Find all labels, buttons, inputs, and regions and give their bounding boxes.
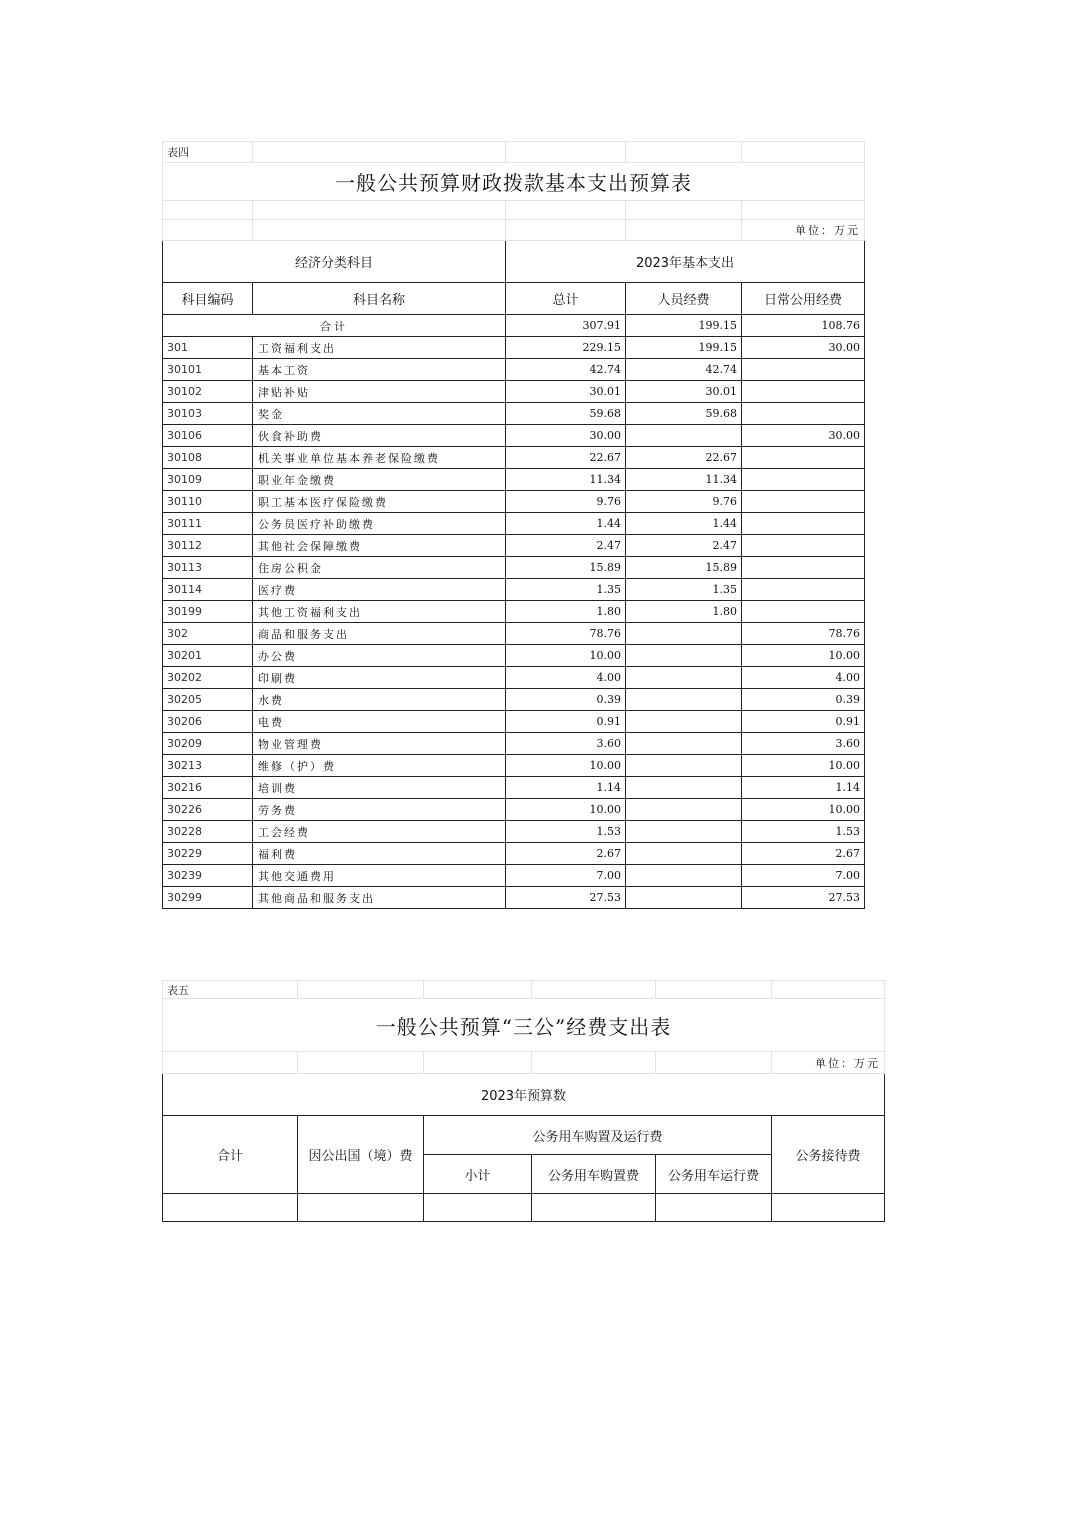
- value-row: [163, 1194, 885, 1222]
- personnel-value: 1.44: [626, 513, 742, 535]
- value-car-purchase: [532, 1194, 656, 1222]
- subject-code: 30113: [163, 557, 253, 579]
- personnel-value: 199.15: [626, 337, 742, 359]
- personnel-value: 11.34: [626, 469, 742, 491]
- subject-code: 30114: [163, 579, 253, 601]
- personnel-value: [626, 821, 742, 843]
- table-row: [163, 535, 865, 557]
- table-row: [163, 865, 865, 887]
- header-abroad: 因公出国（境）费: [298, 1116, 424, 1194]
- public-value: [742, 469, 865, 491]
- subject-name: 住房公积金: [253, 557, 506, 579]
- total-value: 10.00: [506, 645, 626, 667]
- header-subject-code: 科目编码: [163, 283, 253, 315]
- total-value: 42.74: [506, 359, 626, 381]
- value-subtotal: [424, 1194, 532, 1222]
- header-subtotal: 小计: [424, 1155, 532, 1194]
- header-subject-name: 科目名称: [253, 283, 506, 315]
- personnel-value: 15.89: [626, 557, 742, 579]
- subject-name: 其他工资福利支出: [253, 601, 506, 623]
- total-value: 30.01: [506, 381, 626, 403]
- table-row: [163, 645, 865, 667]
- public-value: 0.39: [742, 689, 865, 711]
- subject-name: 伙食补助费: [253, 425, 506, 447]
- basic-expenditure-budget-table: [162, 141, 865, 909]
- total-value: 1.35: [506, 579, 626, 601]
- table-row: [163, 579, 865, 601]
- subject-code: 30229: [163, 843, 253, 865]
- value-total: [163, 1194, 298, 1222]
- subject-name: 办公费: [253, 645, 506, 667]
- total-value: 22.67: [506, 447, 626, 469]
- personnel-value: [626, 777, 742, 799]
- table-row: [163, 887, 865, 909]
- subject-code: 30109: [163, 469, 253, 491]
- table-row: [163, 601, 865, 623]
- public-value: 78.76: [742, 623, 865, 645]
- subject-name: 奖金: [253, 403, 506, 425]
- subject-name: 公务员医疗补助缴费: [253, 513, 506, 535]
- public-value: 7.00: [742, 865, 865, 887]
- total-public: 108.76: [742, 315, 865, 337]
- total-value: 30.00: [506, 425, 626, 447]
- header-car-purchase: 公务用车购置费: [532, 1155, 656, 1194]
- header-car-operation: 公务用车运行费: [656, 1155, 772, 1194]
- subject-name: 印刷费: [253, 667, 506, 689]
- total-value: 1.14: [506, 777, 626, 799]
- table-row: [163, 447, 865, 469]
- table-row: [163, 359, 865, 381]
- public-value: 4.00: [742, 667, 865, 689]
- table-row: [163, 755, 865, 777]
- public-value: 10.00: [742, 799, 865, 821]
- subject-name: 职业年金缴费: [253, 469, 506, 491]
- header-total: 总计: [506, 283, 626, 315]
- subject-code: 30239: [163, 865, 253, 887]
- personnel-value: [626, 733, 742, 755]
- value-reception: [772, 1194, 885, 1222]
- table-row: [163, 491, 865, 513]
- subject-code: 30299: [163, 887, 253, 909]
- public-value: 10.00: [742, 755, 865, 777]
- unit-label: 单位：万元: [742, 220, 865, 241]
- personnel-value: 1.35: [626, 579, 742, 601]
- total-value: 3.60: [506, 733, 626, 755]
- value-car-operation: [656, 1194, 772, 1222]
- subject-name: 水费: [253, 689, 506, 711]
- header-basic-expenditure-year: 2023年基本支出: [506, 241, 865, 283]
- table-row: [163, 799, 865, 821]
- subject-code: 30102: [163, 381, 253, 403]
- personnel-value: [626, 425, 742, 447]
- personnel-value: [626, 887, 742, 909]
- personnel-value: [626, 843, 742, 865]
- public-value: 1.14: [742, 777, 865, 799]
- header-reception: 公务接待费: [772, 1116, 885, 1194]
- total-value: 1.44: [506, 513, 626, 535]
- total-value: 59.68: [506, 403, 626, 425]
- table-row: [163, 711, 865, 733]
- public-value: [742, 535, 865, 557]
- total-value: 1.53: [506, 821, 626, 843]
- total-value: 15.89: [506, 557, 626, 579]
- subject-code: 30101: [163, 359, 253, 381]
- personnel-value: 9.76: [626, 491, 742, 513]
- subject-name: 商品和服务支出: [253, 623, 506, 645]
- subject-code: 30201: [163, 645, 253, 667]
- public-value: [742, 359, 865, 381]
- total-value: 4.00: [506, 667, 626, 689]
- header-economic-classification: 经济分类科目: [163, 241, 506, 283]
- subject-code: 30205: [163, 689, 253, 711]
- subject-code: 30106: [163, 425, 253, 447]
- subject-name: 其他商品和服务支出: [253, 887, 506, 909]
- total-value: 11.34: [506, 469, 626, 491]
- total-personnel: 199.15: [626, 315, 742, 337]
- subject-name: 其他社会保障缴费: [253, 535, 506, 557]
- table-row: [163, 403, 865, 425]
- subject-name: 工会经费: [253, 821, 506, 843]
- table-label: 表五: [163, 981, 298, 999]
- value-abroad: [298, 1194, 424, 1222]
- total-row: [163, 315, 865, 337]
- table-row: [163, 337, 865, 359]
- personnel-value: [626, 667, 742, 689]
- subject-code: 301: [163, 337, 253, 359]
- table-row: [163, 733, 865, 755]
- total-value: 7.00: [506, 865, 626, 887]
- subject-name: 医疗费: [253, 579, 506, 601]
- subject-name: 工资福利支出: [253, 337, 506, 359]
- total-value: 10.00: [506, 799, 626, 821]
- personnel-value: 2.47: [626, 535, 742, 557]
- personnel-value: 42.74: [626, 359, 742, 381]
- total-value: 78.76: [506, 623, 626, 645]
- public-value: 0.91: [742, 711, 865, 733]
- subject-code: 30213: [163, 755, 253, 777]
- table-row: [163, 381, 865, 403]
- subject-code: 30199: [163, 601, 253, 623]
- personnel-value: 59.68: [626, 403, 742, 425]
- header-car-group: 公务用车购置及运行费: [424, 1116, 772, 1155]
- subject-name: 津贴补贴: [253, 381, 506, 403]
- table-row: [163, 667, 865, 689]
- total-value: 9.76: [506, 491, 626, 513]
- subject-name: 培训费: [253, 777, 506, 799]
- subject-name: 电费: [253, 711, 506, 733]
- public-value: 1.53: [742, 821, 865, 843]
- personnel-value: [626, 645, 742, 667]
- public-value: 27.53: [742, 887, 865, 909]
- three-public-expenses-table: [162, 980, 885, 1222]
- subject-code: 30206: [163, 711, 253, 733]
- table-label: 表四: [163, 142, 253, 163]
- table-title: 一般公共预算财政拨款基本支出预算表: [163, 163, 865, 201]
- personnel-value: 30.01: [626, 381, 742, 403]
- header-year-budget: 2023年预算数: [163, 1074, 885, 1116]
- personnel-value: [626, 689, 742, 711]
- personnel-value: 1.80: [626, 601, 742, 623]
- public-value: 2.67: [742, 843, 865, 865]
- table-row: [163, 513, 865, 535]
- header-personnel: 人员经费: [626, 283, 742, 315]
- personnel-value: [626, 865, 742, 887]
- public-value: [742, 403, 865, 425]
- subject-code: 30202: [163, 667, 253, 689]
- subject-code: 30108: [163, 447, 253, 469]
- table-row: [163, 689, 865, 711]
- table-row: [163, 557, 865, 579]
- unit-label: 单位：万元: [772, 1052, 885, 1074]
- public-value: [742, 447, 865, 469]
- public-value: 30.00: [742, 337, 865, 359]
- table-row: [163, 821, 865, 843]
- total-label: 合计: [163, 315, 506, 337]
- subject-name: 职工基本医疗保险缴费: [253, 491, 506, 513]
- subject-code: 30209: [163, 733, 253, 755]
- subject-name: 基本工资: [253, 359, 506, 381]
- total-value: 0.39: [506, 689, 626, 711]
- public-value: 30.00: [742, 425, 865, 447]
- table-row: [163, 469, 865, 491]
- table-title: 一般公共预算“三公”经费支出表: [163, 999, 885, 1052]
- total-value: 307.91: [506, 315, 626, 337]
- total-value: 10.00: [506, 755, 626, 777]
- total-value: 1.80: [506, 601, 626, 623]
- total-value: 2.47: [506, 535, 626, 557]
- public-value: 10.00: [742, 645, 865, 667]
- subject-code: 30110: [163, 491, 253, 513]
- subject-name: 物业管理费: [253, 733, 506, 755]
- subject-code: 302: [163, 623, 253, 645]
- subject-code: 30226: [163, 799, 253, 821]
- subject-code: 30216: [163, 777, 253, 799]
- personnel-value: 22.67: [626, 447, 742, 469]
- table-row: [163, 425, 865, 447]
- subject-name: 福利费: [253, 843, 506, 865]
- personnel-value: [626, 711, 742, 733]
- public-value: [742, 557, 865, 579]
- subject-code: 30103: [163, 403, 253, 425]
- subject-name: 其他交通费用: [253, 865, 506, 887]
- table-row: [163, 777, 865, 799]
- header-total: 合计: [163, 1116, 298, 1194]
- subject-name: 维修（护）费: [253, 755, 506, 777]
- public-value: [742, 513, 865, 535]
- subject-code: 30228: [163, 821, 253, 843]
- public-value: [742, 491, 865, 513]
- public-value: [742, 381, 865, 403]
- subject-name: 机关事业单位基本养老保险缴费: [253, 447, 506, 469]
- subject-code: 30111: [163, 513, 253, 535]
- public-value: 3.60: [742, 733, 865, 755]
- personnel-value: [626, 755, 742, 777]
- total-value: 0.91: [506, 711, 626, 733]
- subject-code: 30112: [163, 535, 253, 557]
- table-row: [163, 843, 865, 865]
- personnel-value: [626, 623, 742, 645]
- public-value: [742, 601, 865, 623]
- table-row: [163, 623, 865, 645]
- total-value: 27.53: [506, 887, 626, 909]
- public-value: [742, 579, 865, 601]
- total-value: 2.67: [506, 843, 626, 865]
- subject-name: 劳务费: [253, 799, 506, 821]
- personnel-value: [626, 799, 742, 821]
- header-public: 日常公用经费: [742, 283, 865, 315]
- total-value: 229.15: [506, 337, 626, 359]
